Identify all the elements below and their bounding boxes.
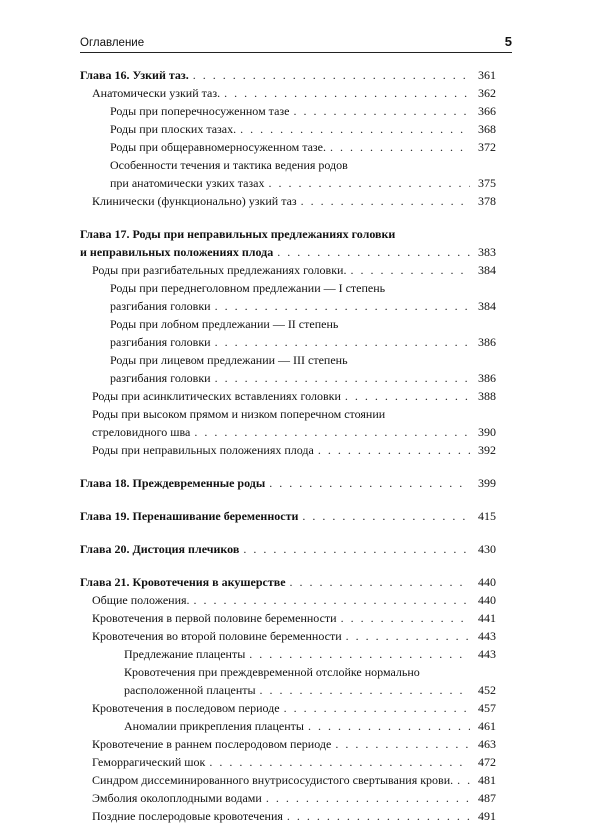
toc-entry-text: Общие положения. (92, 593, 190, 607)
toc-page: 372 (478, 140, 496, 154)
dot-leader (215, 333, 470, 351)
dot-leader (350, 261, 470, 279)
toc-page: 461 (478, 719, 496, 733)
dot-leader (290, 573, 470, 591)
dot-leader (243, 540, 470, 558)
dot-leader (308, 717, 470, 735)
toc-entry-text: Роды при высоком прямом и низком поперечном стоянии (92, 407, 386, 421)
toc-page: 415 (478, 509, 496, 523)
toc-chapter-18 (80, 474, 496, 492)
toc-entry-text: Аномалии прикрепления плаценты (124, 719, 304, 733)
toc-chapter-16 (80, 66, 496, 84)
toc-entry-text: разгибания головки (110, 371, 211, 385)
toc-entry-text: Кровотечения в первой половине беременности (92, 611, 337, 625)
toc-chapter-title: Глава 19. Перенашивание беременности (80, 509, 299, 523)
toc-page: 388 (478, 389, 496, 403)
toc-page: 443 (478, 647, 496, 661)
toc-entry-text: Геморрагический шок (92, 755, 206, 769)
toc-entry-text: Кровотечения во второй половине беременности (92, 629, 342, 643)
toc-entry (80, 333, 496, 351)
toc-page: 392 (478, 443, 496, 457)
dot-leader (240, 120, 470, 138)
toc-entry (80, 771, 496, 789)
toc-page: 378 (478, 194, 496, 208)
dot-leader (302, 507, 470, 525)
toc-chapter-title: и неправильных положениях плода (80, 245, 274, 259)
toc-page: 375 (478, 176, 496, 190)
toc-entry-text: расположенной плаценты (124, 683, 256, 697)
toc-entry (80, 609, 496, 627)
toc-page: 361 (478, 68, 496, 82)
toc-entry-text: Роды при неправильных положениях плода (92, 443, 314, 457)
toc-chapter-17-line1 (80, 225, 496, 243)
dot-leader (345, 387, 470, 405)
toc-entry (80, 297, 496, 315)
toc-page: 384 (478, 263, 496, 277)
toc-entry (80, 192, 496, 210)
dot-leader (194, 423, 470, 441)
toc-page: 430 (478, 542, 496, 556)
toc-entry (80, 441, 496, 459)
toc-entry-line (80, 315, 496, 333)
dot-leader (194, 591, 470, 609)
toc-chapter-17 (80, 243, 496, 261)
dot-leader (284, 699, 470, 717)
toc-entry-text: Роды при асинклитических вставлениях головки (92, 389, 341, 403)
toc-entry-line (80, 351, 496, 369)
dot-leader (193, 66, 470, 84)
dot-leader (269, 474, 470, 492)
toc-chapter-21 (80, 573, 496, 591)
dot-leader (249, 645, 470, 663)
dot-leader (346, 627, 470, 645)
toc-entry (80, 138, 496, 156)
toc-entry-text: Роды при переднеголовном предлежании — I степень (110, 281, 386, 295)
toc-page: 440 (478, 575, 496, 589)
toc-page: 443 (478, 629, 496, 643)
toc-entry-text: Кровотечение в раннем послеродовом периоде (92, 737, 332, 751)
toc-entry-text: Роды при лобном предлежании — II степень (110, 317, 339, 331)
toc-entry-text: Клинически (функционально) узкий таз (92, 194, 297, 208)
running-header (80, 34, 512, 53)
toc-entry (80, 645, 496, 663)
toc-entry (80, 102, 496, 120)
header-page-number: 5 (504, 34, 512, 49)
toc-page: 491 (478, 809, 496, 823)
dot-leader (287, 807, 470, 825)
toc-entry-text: Анатомически узкий таз. (92, 86, 221, 100)
toc-chapter-title: Глава 21. Кровотечения в акушерстве (80, 575, 286, 589)
toc-entry (80, 717, 496, 735)
toc-entry-line (80, 279, 496, 297)
toc-entry (80, 174, 496, 192)
toc-entry-text: Особенности течения и тактика ведения родов (110, 158, 348, 172)
toc-entry-text: Предлежание плаценты (124, 647, 246, 661)
toc-page: 362 (478, 86, 496, 100)
toc-page: 399 (478, 476, 496, 490)
dot-leader (260, 681, 470, 699)
toc-entry-text: Кровотечения в последовом периоде (92, 701, 280, 715)
toc-page: 383 (478, 245, 496, 259)
toc-entry (80, 735, 496, 753)
toc-entry-text: стреловидного шва (92, 425, 191, 439)
toc-entry-text: Поздние послеродовые кровотечения (92, 809, 283, 823)
toc-page: 441 (478, 611, 496, 625)
toc-page: 366 (478, 104, 496, 118)
toc-entry (80, 753, 496, 771)
toc-entry-text: Роды при плоских тазах. (110, 122, 237, 136)
toc-entry-text: разгибания головки (110, 299, 211, 313)
toc-entry-text: Роды при разгибательных предлежаниях головки. (92, 263, 347, 277)
toc-page: 440 (478, 593, 496, 607)
dot-leader (266, 789, 470, 807)
toc-chapter-title: Глава 18. Преждевременные роды (80, 476, 266, 490)
toc-page: 368 (478, 122, 496, 136)
toc-page: 472 (478, 755, 496, 769)
dot-leader (457, 771, 470, 789)
dot-leader (293, 102, 470, 120)
toc-entry-text: Роды при общеравномерносуженном тазе. (110, 140, 326, 154)
toc-page: 457 (478, 701, 496, 715)
toc-entry-text: Роды при лицевом предлежании — III степень (110, 353, 348, 367)
dot-leader (224, 84, 470, 102)
toc-entry-line (80, 663, 496, 681)
toc-entry-text: при анатомически узких тазах (110, 176, 265, 190)
toc-entry-line (80, 156, 496, 174)
toc-entry (80, 627, 496, 645)
toc-entry (80, 591, 496, 609)
header-title: Оглавление (80, 37, 145, 49)
dot-leader (341, 609, 470, 627)
toc-chapter-19 (80, 507, 496, 525)
dot-leader (335, 735, 470, 753)
dot-leader (209, 753, 470, 771)
toc-page: 386 (478, 335, 496, 349)
toc-page: 386 (478, 371, 496, 385)
toc-entry (80, 84, 496, 102)
toc-entry (80, 261, 496, 279)
toc-entry-text: разгибания головки (110, 335, 211, 349)
toc-entry (80, 120, 496, 138)
dot-leader (301, 192, 470, 210)
toc-entry (80, 387, 496, 405)
toc-entry-text: Синдром диссеминированного внутрисосудистого свертывания крови. (92, 773, 454, 787)
toc-entry-text: Кровотечения при преждевременной отслойке нормально (124, 665, 420, 679)
toc-chapter-title: Глава 16. Узкий таз. (80, 68, 189, 82)
toc-chapter-title: Глава 17. Роды при неправильных предлежаниях головки (80, 227, 396, 241)
dot-leader (277, 243, 470, 261)
table-of-contents (80, 66, 496, 825)
dot-leader (215, 369, 470, 387)
toc-page: 487 (478, 791, 496, 805)
toc-chapter-title: Глава 20. Дистоция плечиков (80, 542, 240, 556)
toc-entry-text: Роды при поперечносуженном тазе (110, 104, 290, 118)
toc-entry (80, 699, 496, 717)
dot-leader (318, 441, 470, 459)
toc-page: 384 (478, 299, 496, 313)
toc-entry (80, 681, 496, 699)
toc-entry (80, 789, 496, 807)
dot-leader (215, 297, 470, 315)
dot-leader (269, 174, 471, 192)
dot-leader (330, 138, 470, 156)
toc-entry (80, 807, 496, 825)
toc-entry-line (80, 405, 496, 423)
toc-chapter-20 (80, 540, 496, 558)
toc-entry-text: Эмболия околоплодными водами (92, 791, 262, 805)
toc-entry (80, 369, 496, 387)
toc-page: 463 (478, 737, 496, 751)
toc-page: 390 (478, 425, 496, 439)
toc-page: 481 (478, 773, 496, 787)
toc-page: 452 (478, 683, 496, 697)
toc-entry (80, 423, 496, 441)
